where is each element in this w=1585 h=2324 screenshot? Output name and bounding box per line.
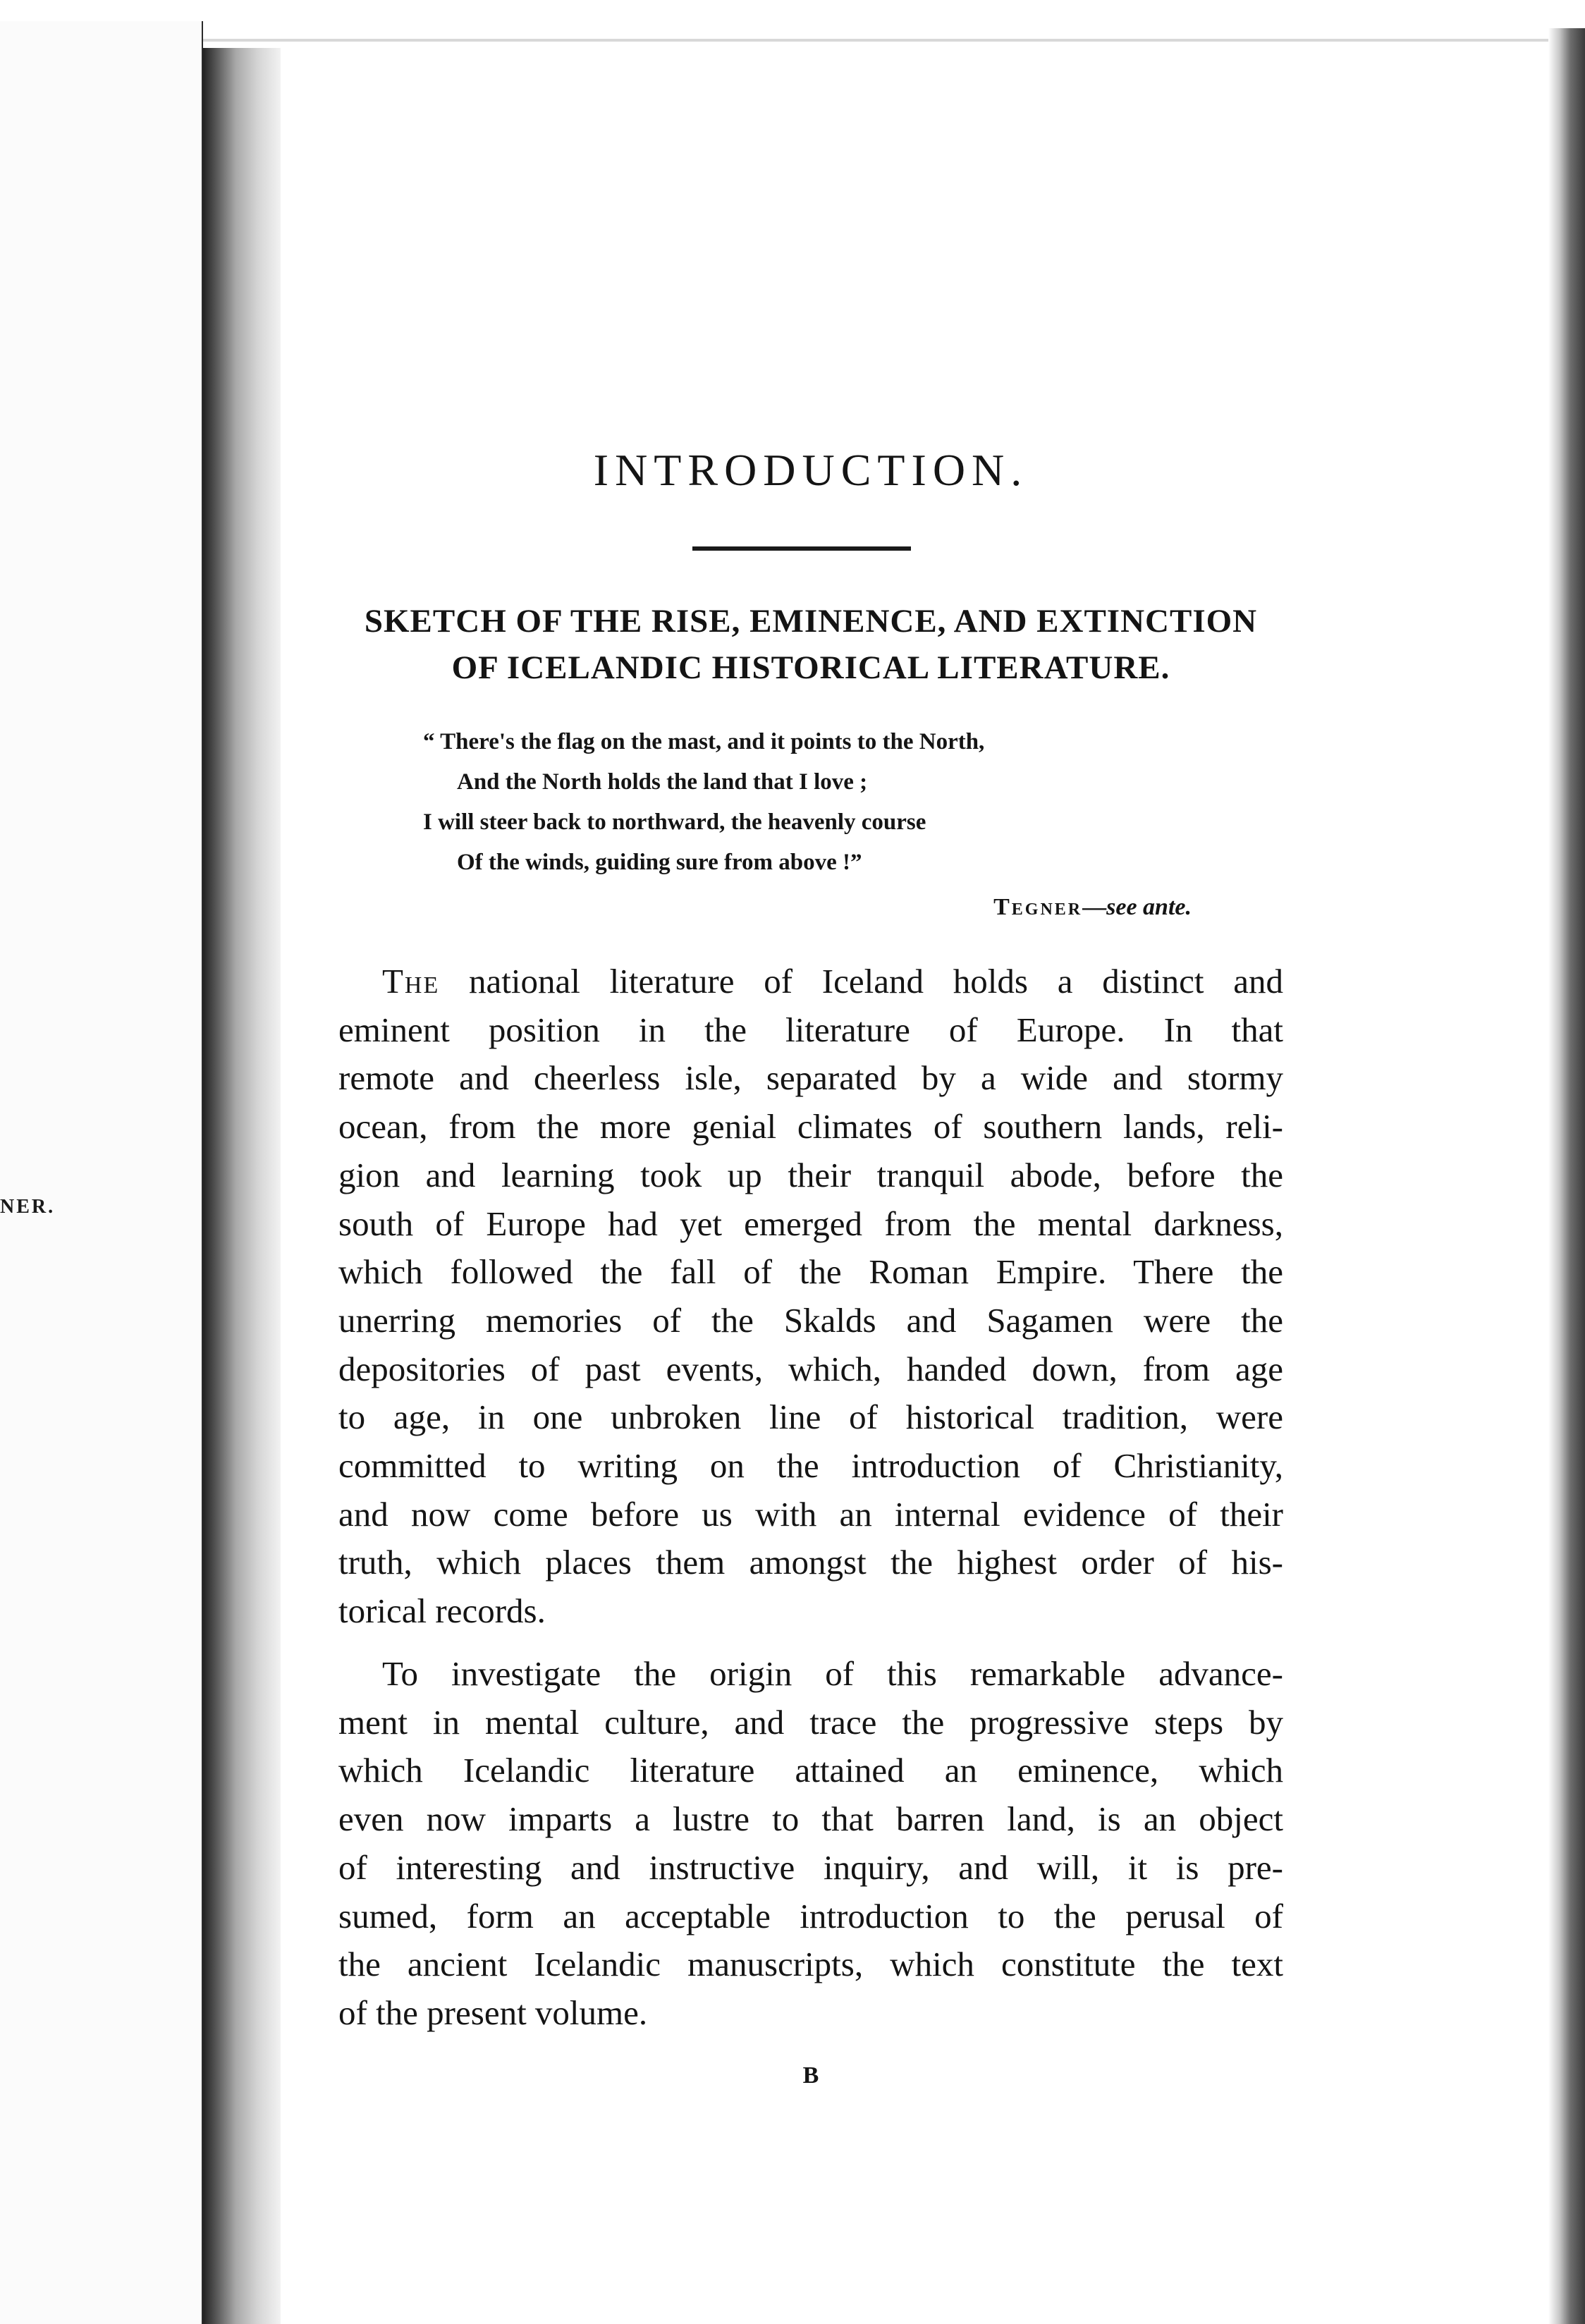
book-gutter-shadow xyxy=(203,48,281,2324)
paragraph-line: gion and learning took up their tranquil abode, before the xyxy=(338,1155,1283,1194)
body-paragraph-2 xyxy=(338,1650,1283,2038)
facing-page-text-fragment: NER. xyxy=(0,1196,56,1218)
attribution-dash: — xyxy=(1082,894,1107,920)
paragraph-line: To investigate the origin of this remarkable advance- xyxy=(382,1654,1283,1693)
paragraph-line: of interesting and instructive inquiry, and will, it is pre- xyxy=(338,1847,1283,1887)
epigraph-reference: see ante. xyxy=(1106,894,1192,920)
paragraph-line: ment in mental culture, and trace the progressive steps by xyxy=(338,1702,1283,1742)
heading-rule xyxy=(692,546,911,551)
paragraph-line: even now imparts a lustre to that barren land, is an object xyxy=(338,1799,1283,1839)
paragraph-line: remote and cheerless isle, separated by a wide and stormy xyxy=(338,1058,1283,1098)
paragraph-line: of the present volume. xyxy=(338,1993,648,2032)
paragraph-line xyxy=(338,958,1283,1006)
paragraph-line: which Icelandic literature attained an eminence, which xyxy=(338,1751,1283,1790)
epigraph-verse xyxy=(423,722,984,883)
verse-line: Of the winds, guiding sure from above !” xyxy=(457,850,862,875)
paragraph-lead-word: The xyxy=(382,962,440,1001)
paragraph-line: which followed the fall of the Roman Empire. There the xyxy=(338,1252,1283,1292)
paragraph-line: the ancient Icelandic manuscripts, which constitute the text xyxy=(338,1945,1283,1984)
body-paragraph-1 xyxy=(338,958,1283,1636)
paragraph-line: eminent position in the literature of Europe. In that xyxy=(338,1010,1283,1049)
paragraph-line: and now come before us with an internal evidence of their xyxy=(338,1494,1283,1534)
paragraph-line: unerring memories of the Skalds and Sagamen were the xyxy=(338,1300,1283,1340)
paragraph-line: truth, which places them amongst the highest order of his- xyxy=(338,1543,1283,1582)
epigraph-author: Tegner xyxy=(993,894,1083,920)
paragraph-line: torical records. xyxy=(338,1591,546,1631)
paragraph-line: sumed, form an acceptable introduction to the perusal of xyxy=(338,1896,1283,1935)
chapter-heading: INTRODUCTION. xyxy=(593,445,1029,495)
subtitle-line: OF ICELANDIC HISTORICAL LITERATURE. xyxy=(451,649,1170,686)
paragraph-line-text: national literature of Iceland holds a distinct and xyxy=(439,962,1283,1001)
facing-page xyxy=(0,21,203,2324)
page-right-edge xyxy=(1548,28,1585,2324)
paragraph-line: south of Europe had yet emerged from the mental darkness, xyxy=(338,1204,1283,1243)
paragraph-line: depositories of past events, which, handed down, from age xyxy=(338,1349,1283,1388)
subtitle-line: SKETCH OF THE RISE, EMINENCE, AND EXTINCTION xyxy=(364,603,1258,640)
page-top-edge xyxy=(203,39,1550,42)
signature-mark: B xyxy=(802,2062,819,2088)
paragraph-line: committed to writing on the introduction of Christianity, xyxy=(338,1446,1283,1486)
verse-line: I will steer back to northward, the heavenly course xyxy=(423,809,926,835)
paragraph-line: ocean, from the more genial climates of southern lands, reli- xyxy=(338,1107,1283,1146)
verse-line: And the North holds the land that I love ; xyxy=(457,769,868,795)
epigraph-attribution xyxy=(993,894,1192,921)
chapter-subtitle xyxy=(338,598,1283,691)
verse-line: “ There's the flag on the mast, and it points to the North, xyxy=(423,729,985,754)
paragraph-line: to age, in one unbroken line of historical tradition, were xyxy=(338,1398,1283,1437)
